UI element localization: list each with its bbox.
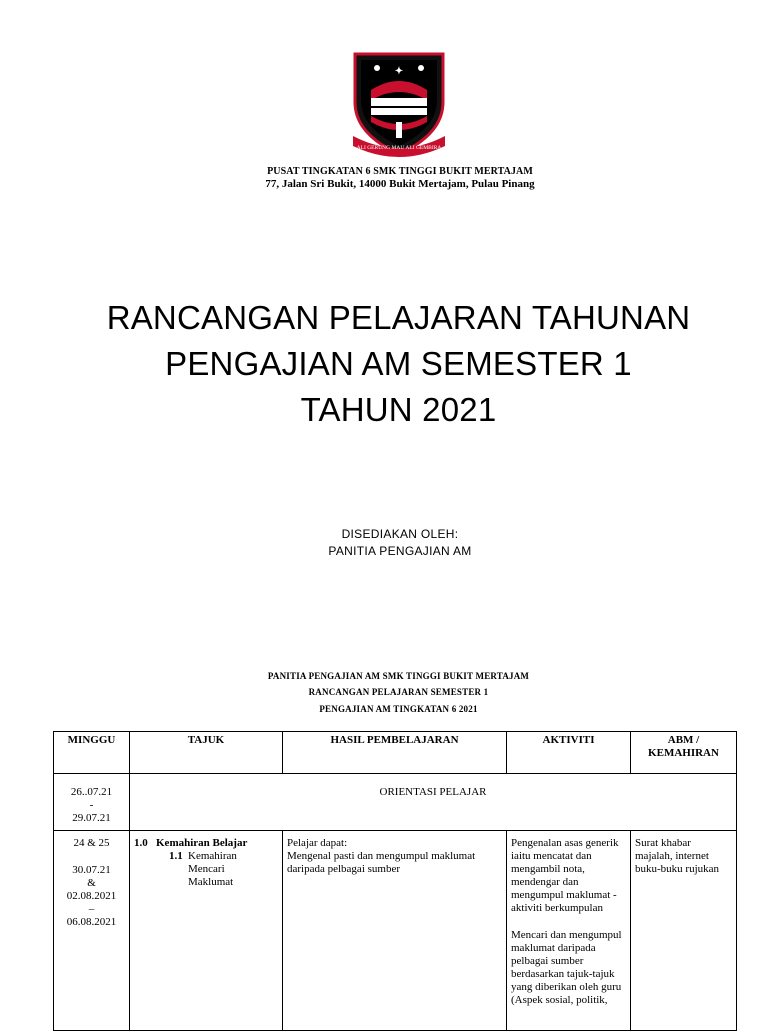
week-line: 29.07.21 <box>72 812 111 824</box>
lesson-plan-table <box>53 731 737 1031</box>
week-line: 06.08.2021 <box>66 916 117 928</box>
resource-cell <box>631 831 737 1031</box>
school-crest-logo <box>349 50 449 160</box>
title-line: RANCANGAN PELAJARAN TAHUNAN <box>106 299 691 336</box>
activity-text: Mencari dan mengumpul maklumat daripada pelbagai sumber berdasarkan tajuk-tajuk yang diberikan oleh guru (Aspek sosial, politik, <box>511 929 622 1006</box>
week-cell <box>54 774 130 831</box>
document-title <box>0 295 768 433</box>
column-header: HASIL PEMBELAJARAN <box>283 732 507 774</box>
plan-heading-line: PENGAJIAN AM TINGKATAN 6 2021 <box>319 704 478 714</box>
column-header: MINGGU <box>54 732 130 774</box>
week-line: 30.07.21 <box>72 864 111 876</box>
subtopic <box>134 850 278 889</box>
table-row <box>54 831 737 1031</box>
plan-heading-line: RANCANGAN PELAJARAN SEMESTER 1 <box>308 687 489 697</box>
activity-cell <box>507 831 631 1031</box>
outcome-intro: Pelajar dapat: <box>287 837 348 849</box>
topic-number: 1.0 <box>134 837 148 849</box>
resource-line: majalah, internet <box>635 850 709 862</box>
column-header: TAJUK <box>130 732 283 774</box>
resource-line: Surat khabar <box>635 837 691 849</box>
subtopic-title-line: Kemahiran <box>188 850 237 862</box>
title-line: TAHUN 2021 <box>300 391 497 428</box>
table-row <box>54 774 737 831</box>
title-line: PENGAJIAN AM SEMESTER 1 <box>165 345 632 382</box>
outcome-cell <box>283 831 507 1031</box>
topic-heading <box>134 837 278 850</box>
column-header: ABM / KEMAHIRAN <box>631 732 737 774</box>
prepared-by: PANITIA PENGAJIAN AM <box>328 544 472 558</box>
week-line: 02.08.2021 <box>66 890 117 902</box>
school-name: PUSAT TINGKATAN 6 SMK TINGGI BUKIT MERTAJAM <box>267 166 533 177</box>
subtopic-number: 1.1 <box>169 850 183 862</box>
topic-cell <box>130 831 283 1031</box>
svg-text:✦: ✦ <box>394 66 404 77</box>
orientation-label: ORIENTASI PELAJAR <box>130 774 737 831</box>
table-header-row <box>54 732 737 774</box>
week-line: – <box>88 903 95 915</box>
week-line: & <box>87 877 96 889</box>
resource-line: buku-buku rujukan <box>635 863 720 875</box>
topic-title: Kemahiran Belajar <box>156 837 248 849</box>
subtopic-title-line: Mencari <box>188 863 225 875</box>
school-address: 77, Jalan Sri Bukit, 14000 Bukit Mertajam, Pulau Pinang <box>265 178 535 190</box>
column-header: AKTIVITI <box>507 732 631 774</box>
week-line: 26..07.21 <box>70 786 113 798</box>
plan-heading-line: PANITIA PENGAJIAN AM SMK TINGGI BUKIT MERTAJAM <box>267 671 530 681</box>
week-line: - <box>89 799 94 811</box>
activity-text: Pengenalan asas generik iaitu mencatat dan mengambil nota, mendengar dan mengumpul maklumat - aktiviti berkumpulan <box>511 837 619 914</box>
week-line: 24 & 25 <box>73 837 110 849</box>
crest-motto: ALI GERUNG MAU ALI GEMBIRA <box>356 145 442 151</box>
prepared-by-block <box>0 526 768 560</box>
prepared-label: DISEDIAKAN OLEH: <box>341 527 459 541</box>
week-cell <box>54 831 130 1031</box>
subtopic-title-line: Maklumat <box>188 876 234 888</box>
outcome-text: Mengenal pasti dan mengumpul maklumat daripada pelbagai sumber <box>287 850 476 875</box>
